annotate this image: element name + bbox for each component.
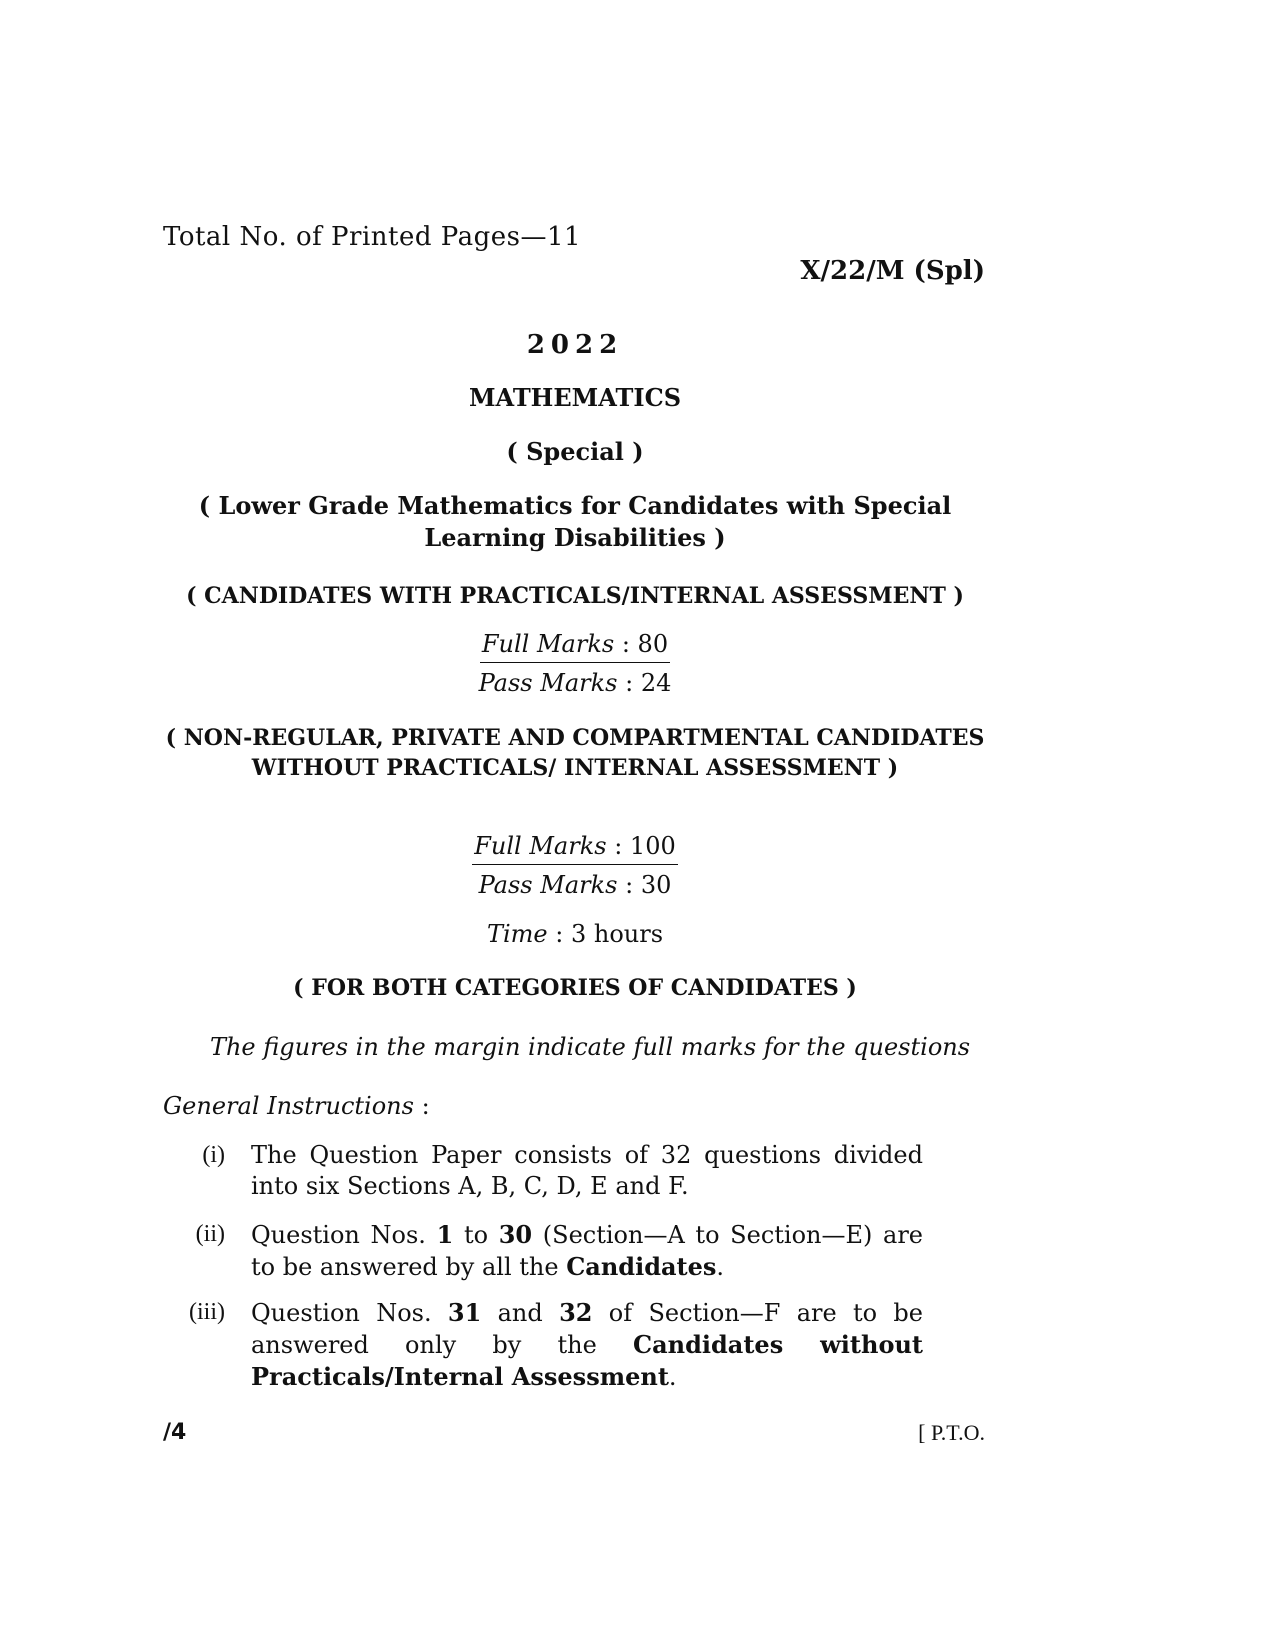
paper-code: X/22/M (Spl) [800,256,985,286]
instruction-text [251,1297,923,1393]
general-instructions-text: General Instructions [163,1092,414,1120]
bold-run: 32 [559,1298,593,1327]
text-run: Question Nos. [251,1299,448,1327]
paper-description: ( Lower Grade Mathematics for Candidates with Special Learning Disabilities ) [198,491,952,552]
instruction-text [251,1219,923,1283]
text-run: Question Nos. [251,1221,437,1249]
footer-page-code: /4 [163,1420,187,1445]
category-1-heading: ( CANDIDATES WITH PRACTICALS/INTERNAL ASSESSMENT ) [186,583,964,609]
special-label: ( Special ) [506,437,644,466]
time-allowed [350,920,800,948]
time-value: : 3 hours [555,920,664,948]
full-marks-value: : 100 [614,832,676,860]
full-marks-label: Full Marks [481,630,615,658]
general-instructions-label [163,1092,430,1120]
pass-marks-value: : 24 [625,669,672,697]
instruction-number: (i) [202,1142,225,1168]
pass-marks-row [350,669,800,697]
text-run: to [453,1221,499,1249]
bold-run: Candidates [566,1252,717,1281]
bold-run: 31 [447,1298,482,1327]
category-1-marks [350,630,800,697]
pass-marks-label: Pass Marks [478,669,618,697]
text-run: . [668,1363,677,1391]
full-marks-value: : 80 [621,630,669,658]
category-2-heading-text: ( NON-REGULAR, PRIVATE AND COMPARTMENTAL CANDIDATES WITHOUT PRACTICALS/ INTERNAL ASSESSMENT ) [165,725,985,781]
footer-pto: [ P.T.O. [918,1420,985,1445]
pass-marks-row [350,871,800,899]
text-run: (Section—A to Section—E) are to be answered by all the [251,1221,924,1281]
pass-marks-label: Pass Marks [478,871,618,899]
full-marks-row [480,630,670,663]
category-2-marks [350,832,800,899]
general-instructions-colon: : [421,1092,430,1120]
text-run: of Section—F are to be answered only by the [251,1299,923,1359]
time-label: Time [486,920,548,948]
total-printed-pages: Total No. of Printed Pages—11 [163,222,582,252]
instruction-number: (iii) [189,1299,225,1325]
text-run: . [716,1253,725,1281]
instruction-text: The Question Paper consists of 32 questions divided into six Sections A, B, C, D, E and F. [251,1141,923,1200]
text-run: and [481,1299,560,1327]
instruction-number: (ii) [195,1221,225,1247]
both-categories-heading: ( FOR BOTH CATEGORIES OF CANDIDATES ) [293,975,857,1001]
full-marks-label: Full Marks [474,832,607,860]
subject-title: MATHEMATICS [468,383,682,412]
bold-run: Candidates without Practicals/Internal Assessment [251,1330,923,1391]
bold-run: 1 [436,1220,454,1249]
exam-year: 2022 [526,330,624,360]
figures-note: The figures in the margin indicate full marks for the questions [209,1033,971,1061]
full-marks-row [472,832,677,865]
pass-marks-value: : 30 [625,871,672,899]
bold-run: 30 [498,1220,533,1249]
category-2-heading [150,723,1000,783]
